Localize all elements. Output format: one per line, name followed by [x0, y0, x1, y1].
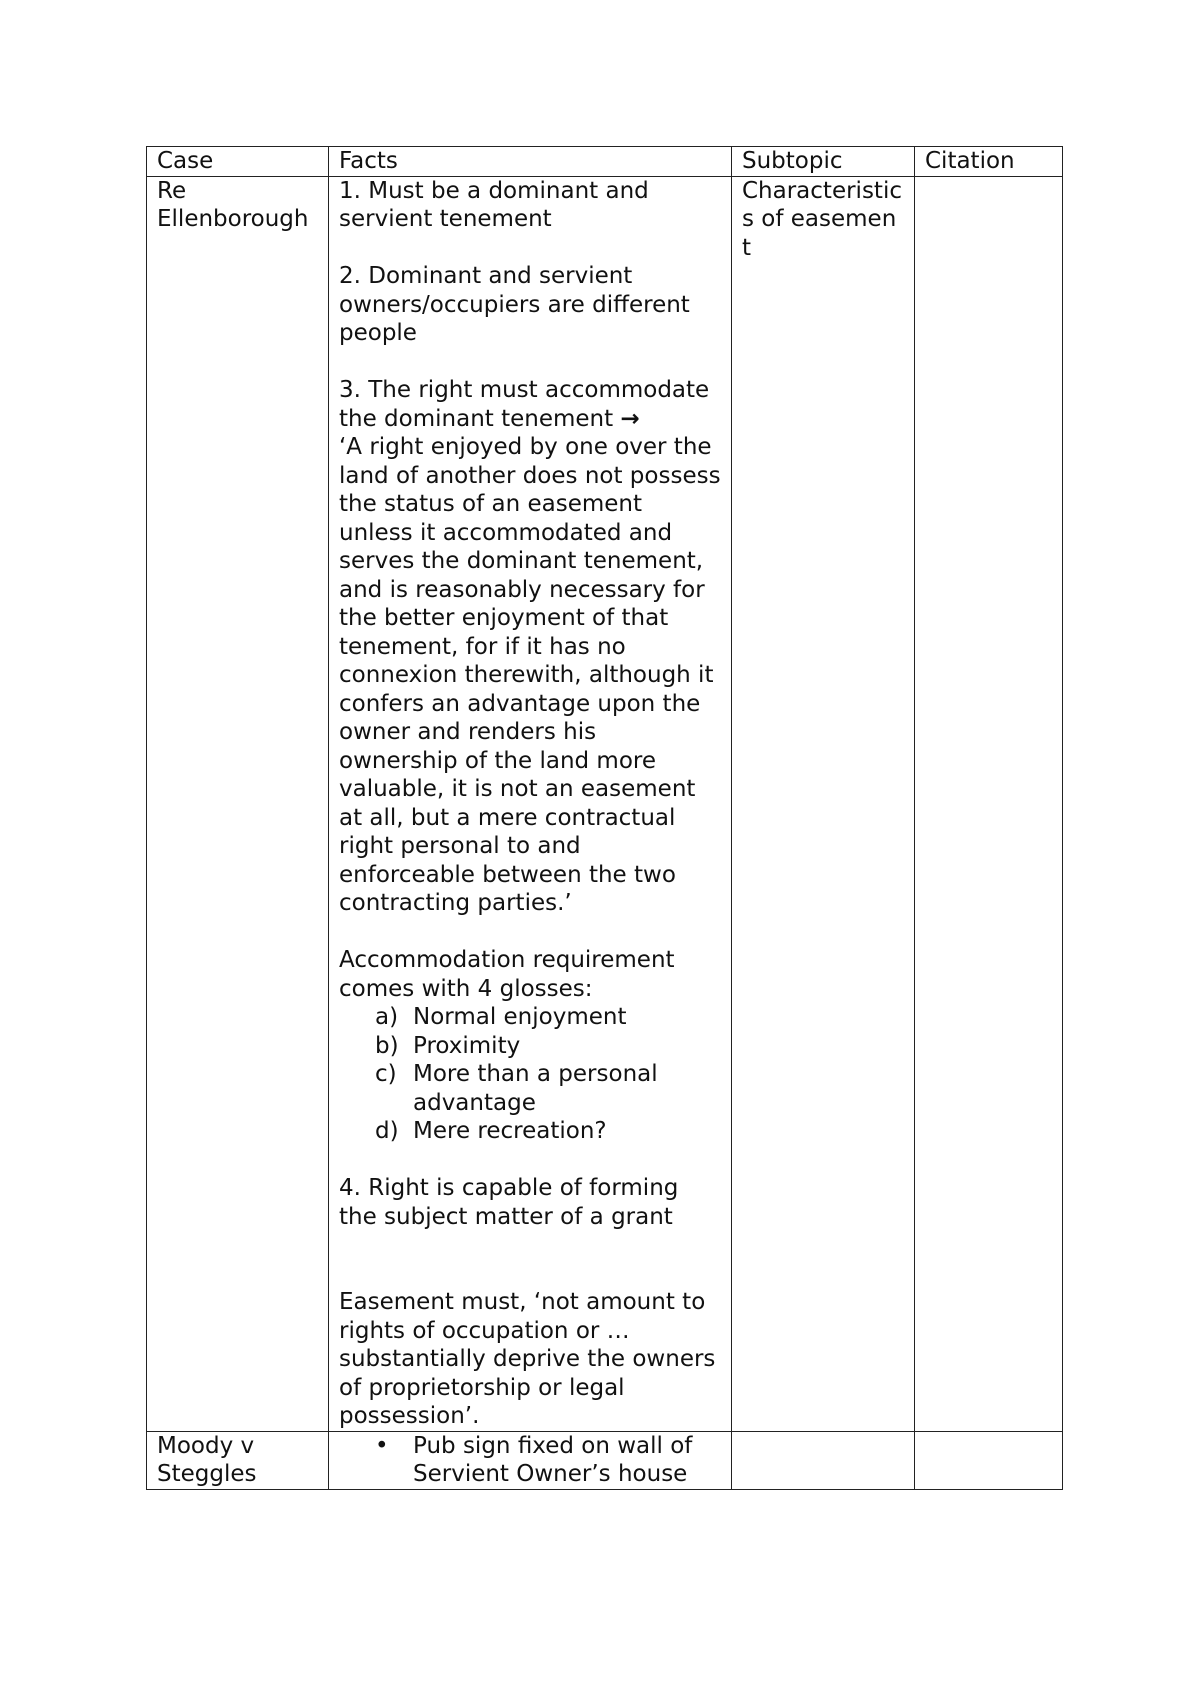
case-name: Re Ellenborough [147, 176, 329, 1431]
list-item: d) Mere recreation? [375, 1118, 607, 1144]
citation-cell [915, 176, 1063, 1431]
bullet-icon: • [375, 1432, 389, 1459]
citation-cell [915, 1431, 1063, 1489]
facts-bullets [339, 1432, 721, 1489]
facts-cell [329, 176, 732, 1431]
table-row [147, 176, 1063, 1431]
list-item: c) More than a personal advantage [375, 1061, 658, 1116]
subtopic-cell [732, 1431, 915, 1489]
fact-point-2: 2. Dominant and servient owners/occupiers are different people [339, 263, 690, 346]
case-table [146, 146, 1063, 1490]
arrow-right-icon: → [620, 405, 640, 432]
easement-requirement: Easement must, ‘not amount to rights of occupation or … substantially deprive the owners of proprietorship or legal possession’. [339, 1289, 716, 1429]
list-item: a) Normal enjoyment [375, 1004, 627, 1030]
fact-point-1: 1. Must be a dominant and servient tenement [339, 177, 649, 232]
header-row [147, 147, 1063, 177]
list-item: • Pub sign fixed on wall of Servient Owner’s house [375, 1432, 693, 1487]
fact-point-3: 3. The right must accommodate the dominant tenement → [339, 377, 710, 432]
quote-text: ‘A right enjoyed by one over the land of another does not possess the status of an easement unless it accommodated and serves the dominant tenement, and is reasonably necessary for the better enjoyment of that tenement, for if it has no connexion therewith, although it confers an advantage upon the owner and renders his ownership of the land more valuable, it is not an easement at all, but a mere contractual right personal to and enforceable between the two contracting parties.’ [339, 434, 721, 916]
header-case: Case [147, 147, 329, 177]
fact-point-4: 4. Right is capable of forming the subject matter of a grant [339, 1175, 679, 1230]
table-row [147, 1431, 1063, 1489]
accommodation-intro: Accommodation requirement comes with 4 glosses: [339, 947, 675, 1002]
subtopic-cell: Characteristics of easement [732, 176, 915, 1431]
case-name: Moody v Steggles [147, 1431, 329, 1489]
glosses-list [339, 1003, 721, 1146]
list-item: b) Proximity [375, 1032, 521, 1059]
header-subtopic: Subtopic [732, 147, 915, 177]
facts-cell [329, 1431, 732, 1489]
header-facts: Facts [329, 147, 732, 177]
header-citation: Citation [915, 147, 1063, 177]
